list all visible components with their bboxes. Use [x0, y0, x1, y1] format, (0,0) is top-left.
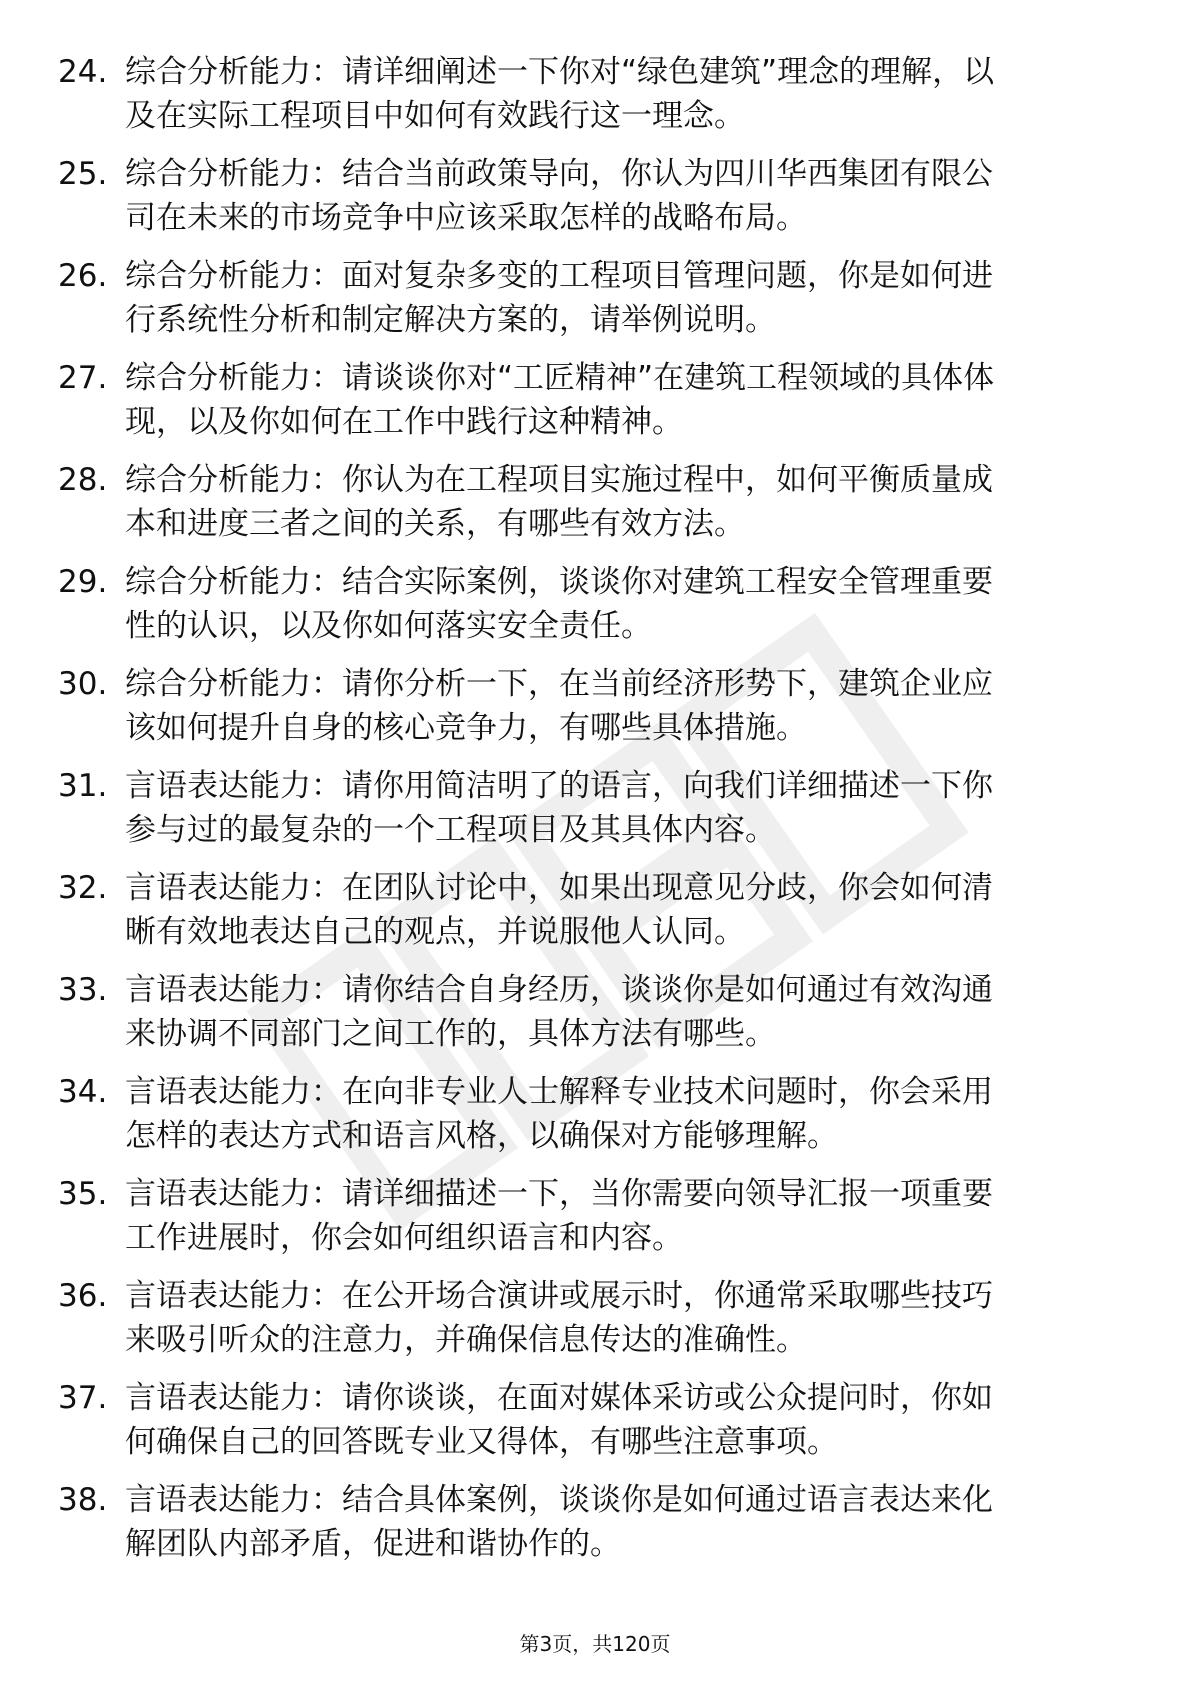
item-text-line: 参与过的最复杂的一个工程项目及其具体内容。 — [125, 812, 776, 848]
item-text-line: 及在实际工程项目中如何有效践行这一理念。 — [125, 98, 745, 134]
item-text-line: 晰有效地表达自己的观点，并说服他人认同。 — [125, 914, 745, 950]
item-text — [125, 152, 1115, 240]
item-text-line: 行系统性分析和制定解决方案的，请举例说明。 — [125, 302, 776, 338]
item-number: 24. — [58, 54, 108, 90]
item-text-line: 综合分析能力：面对复杂多变的工程项目管理问题，你是如何进 — [125, 258, 993, 294]
item-number: 36. — [58, 1278, 108, 1314]
item-number: 27. — [58, 360, 108, 396]
item-text-line: 何确保自己的回答既专业又得体，有哪些注意事项。 — [125, 1424, 838, 1460]
list-item — [0, 458, 1190, 560]
list-item — [0, 50, 1190, 152]
item-text — [125, 254, 1115, 342]
page-footer — [0, 1630, 1190, 1658]
item-number: 37. — [58, 1380, 108, 1416]
item-text-line: 言语表达能力：请你结合自身经历，谈谈你是如何通过有效沟通 — [125, 972, 993, 1008]
item-text — [125, 1376, 1115, 1464]
item-text — [125, 1274, 1115, 1362]
list-item — [0, 356, 1190, 458]
item-text-line: 工作进展时，你会如何组织语言和内容。 — [125, 1220, 683, 1256]
item-text-line: 综合分析能力：你认为在工程项目实施过程中，如何平衡质量成 — [125, 462, 993, 498]
item-number: 33. — [58, 972, 108, 1008]
item-text-line: 该如何提升自身的核心竞争力，有哪些具体措施。 — [125, 710, 807, 746]
item-text — [125, 866, 1115, 954]
item-text-line: 性的认识，以及你如何落实安全责任。 — [125, 608, 652, 644]
item-text-line: 综合分析能力：结合当前政策导向，你认为四川华西集团有限公 — [125, 156, 993, 192]
item-text-line: 综合分析能力：结合实际案例，谈谈你对建筑工程安全管理重要 — [125, 564, 993, 600]
item-text-line: 怎样的表达方式和语言风格，以确保对方能够理解。 — [125, 1118, 838, 1154]
item-number: 29. — [58, 564, 108, 600]
item-number: 35. — [58, 1176, 108, 1212]
item-number: 32. — [58, 870, 108, 906]
item-text-line: 来吸引听众的注意力，并确保信息传达的准确性。 — [125, 1322, 807, 1358]
list-item — [0, 152, 1190, 254]
item-text-line: 来协调不同部门之间工作的，具体方法有哪些。 — [125, 1016, 776, 1052]
item-text — [125, 560, 1115, 648]
list-item — [0, 1070, 1190, 1172]
question-list — [0, 50, 1190, 1580]
item-text — [125, 764, 1115, 852]
list-item — [0, 968, 1190, 1070]
item-text-line: 现，以及你如何在工作中践行这种精神。 — [125, 404, 683, 440]
item-text — [125, 356, 1115, 444]
item-text-line: 司在未来的市场竞争中应该采取怎样的战略布局。 — [125, 200, 807, 236]
list-item — [0, 560, 1190, 662]
item-text-line: 解团队内部矛盾，促进和谐协作的。 — [125, 1526, 621, 1562]
item-number: 28. — [58, 462, 108, 498]
item-text — [125, 1172, 1115, 1260]
item-number: 38. — [58, 1482, 108, 1518]
list-item — [0, 1478, 1190, 1580]
list-item — [0, 1274, 1190, 1376]
item-text — [125, 662, 1115, 750]
item-text-line: 综合分析能力：请详细阐述一下你对“绿色建筑”理念的理解，以 — [125, 54, 995, 90]
item-text-line: 言语表达能力：在团队讨论中，如果出现意见分歧，你会如何清 — [125, 870, 993, 906]
list-item — [0, 1172, 1190, 1274]
item-number: 34. — [58, 1074, 108, 1110]
item-text-line: 言语表达能力：请你谈谈，在面对媒体采访或公众提问时，你如 — [125, 1380, 993, 1416]
item-text-line: 言语表达能力：结合具体案例，谈谈你是如何通过语言表达来化 — [125, 1482, 993, 1518]
item-number: 30. — [58, 666, 108, 702]
item-text — [125, 1478, 1115, 1566]
item-text-line: 综合分析能力：请你分析一下，在当前经济形势下，建筑企业应 — [125, 666, 993, 702]
item-text-line: 言语表达能力：请你用简洁明了的语言，向我们详细描述一下你 — [125, 768, 993, 804]
item-text-line: 本和进度三者之间的关系，有哪些有效方法。 — [125, 506, 745, 542]
item-number: 31. — [58, 768, 108, 804]
item-text — [125, 458, 1115, 546]
item-text — [125, 1070, 1115, 1158]
item-text-line: 综合分析能力：请谈谈你对“工匠精神”在建筑工程领域的具体体 — [125, 360, 995, 396]
list-item — [0, 764, 1190, 866]
list-item — [0, 866, 1190, 968]
page-number-label: 第3页，共120页 — [519, 1632, 671, 1656]
list-item — [0, 254, 1190, 356]
item-text-line: 言语表达能力：在向非专业人士解释专业技术问题时，你会采用 — [125, 1074, 993, 1110]
item-text-line: 言语表达能力：请详细描述一下，当你需要向领导汇报一项重要 — [125, 1176, 993, 1212]
list-item — [0, 1376, 1190, 1478]
item-text — [125, 968, 1115, 1056]
item-text — [125, 50, 1115, 138]
list-item — [0, 662, 1190, 764]
item-text-line: 言语表达能力：在公开场合演讲或展示时，你通常采取哪些技巧 — [125, 1278, 993, 1314]
item-number: 26. — [58, 258, 108, 294]
item-number: 25. — [58, 156, 108, 192]
